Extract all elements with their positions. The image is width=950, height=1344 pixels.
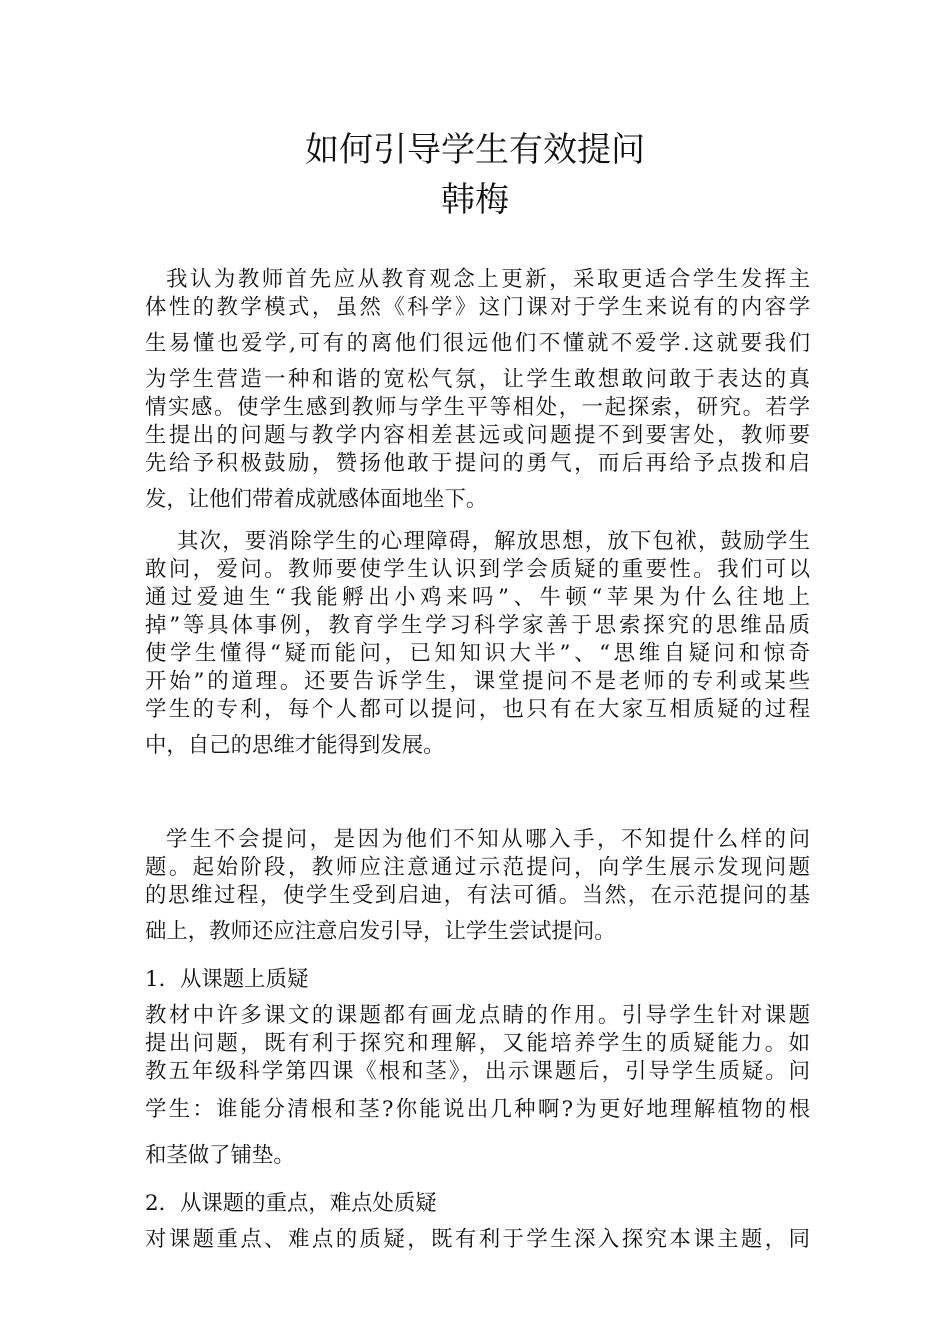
paragraph-line: 学生不会提问，是因为他们不知从哪入手，不知提什么样的问 [166,827,810,852]
paragraph-line: 掉”等具体事例，教育学生学习科学家善于思索探究的思维品质 [145,613,810,638]
paragraph-line: 和茎做了铺垫。 [145,1143,295,1168]
document-author: 韩梅 [441,180,509,220]
section-heading-2: 2．从课题的重点，难点处质疑 [145,1191,437,1216]
paragraph-5 [145,1226,810,1254]
paragraph-line: 敢问，爱问。教师要使学生认识到学会质疑的重要性。我们可以 [145,557,810,582]
paragraph-4 [145,1002,810,1170]
paragraph-line: 生提出的问题与教学内容相差甚远或问题提不到要害处，教师要 [145,423,810,448]
paragraph-line: 教材中许多课文的课题都有画龙点睛的作用。引导学生针对课题 [145,1003,810,1028]
paragraph-line: 情实感。使学生感到教师与学生平等相处，一起探索，研究。若学 [145,395,810,420]
paragraph-line: 提出问题，既有利于探究和理解，又能培养学生的质疑能力。如 [145,1031,810,1056]
paragraph-line: 为学生营造一种和谐的宽松气氛，让学生敢想敢问敢于表达的真 [145,367,810,392]
paragraph-line: 的思维过程，使学生受到启迪，有法可循。当然，在示范提问的基 [145,883,810,908]
paragraph-1 [145,266,810,514]
document-title: 如何引导学生有效提问 [305,130,645,170]
paragraph-line: 通过爱迪生“我能孵出小鸡来吗”、牛顿“苹果为什么往地上 [145,585,810,610]
paragraph-line: 中，自己的思维才能得到发展。 [145,733,445,758]
paragraph-line: 学生：谁能分清根和茎?你能说出几种啊?为更好地理解植物的根 [145,1097,810,1122]
paragraph-line: 生易懂也爱学,可有的离他们很远他们不懂就不爱学.这就要我们 [145,331,810,356]
paragraph-line: 对课题重点、难点的质疑，既有利于学生深入探究本课主题，同 [145,1227,810,1252]
paragraph-line: 础上，教师还应注意启发引导，让学生尝试提问。 [145,919,616,944]
paragraph-line: 开始”的道理。还要告诉学生，课堂提问不是老师的专利或某些 [145,669,810,694]
paragraph-line: 体性的教学模式，虽然《科学》这门课对于学生来说有的内容学 [145,295,810,320]
paragraph-line: 先给予积极鼓励，赞扬他敢于提问的勇气，而后再给予点拨和启 [145,451,810,476]
document-body [145,266,810,1254]
paragraph-line: 我认为教师首先应从教育观念上更新，采取更适合学生发挥主 [166,267,810,292]
section-heading-1: 1．从课题上质疑 [145,967,309,992]
paragraph-line: 学生的专利，每个人都可以提问，也只有在大家互相质疑的过程 [145,697,810,722]
paragraph-line: 题。起始阶段，教师应注意通过示范提问，向学生展示发现问题 [145,855,810,880]
paragraph-line: 发，让他们带着成就感体面地坐下。 [145,487,488,512]
paragraph-line: 教五年级科学第四课《根和茎》，出示课题后，引导学生质疑。问 [145,1059,810,1084]
paragraph-3 [145,826,810,946]
paragraph-line: 其次，要消除学生的心理障碍，解放思想，放下包袱，鼓励学生 [177,529,810,554]
paragraph-line: 使学生懂得“疑而能问，已知知识大半”、“思维自疑问和惊奇 [145,641,810,666]
paragraph-2 [145,528,810,760]
